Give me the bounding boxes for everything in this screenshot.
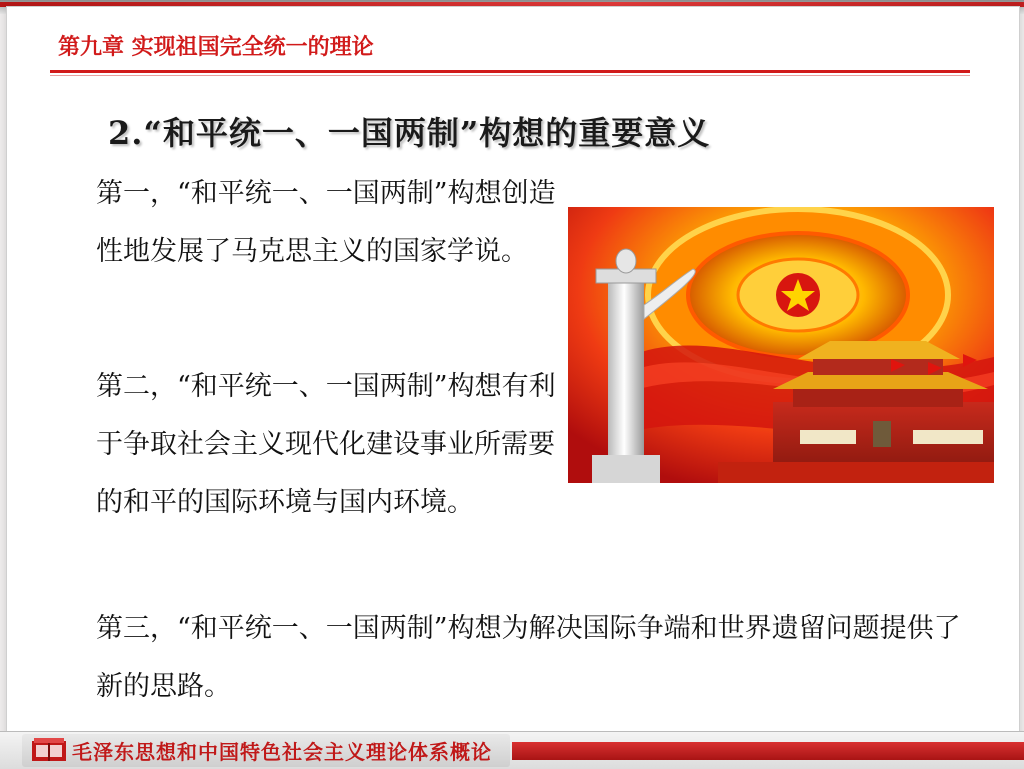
footer-red-band — [512, 742, 1024, 760]
banner-left — [800, 430, 856, 444]
chapter-title: 第九章 实现祖国完全统一的理论 — [58, 34, 374, 60]
header-divider — [50, 70, 970, 73]
paragraph-third: 第三，“和平统一、一国两制”构想为解决国际争端和世界遗留问题提供了新的思路。 — [96, 613, 961, 702]
paragraph-second: 第二，“和平统一、一国两制”构想有利于争取社会主义现代化建设事业所需要的和平的国际环境与国内环境。 — [96, 371, 556, 518]
slide-title: 2.“和平统一、一国两制”构想的重要意义 — [108, 114, 711, 152]
huabiao-beast — [616, 249, 636, 273]
header-divider-thin — [50, 75, 970, 76]
book-logo-icon — [30, 735, 68, 765]
footer-bar — [0, 731, 1024, 769]
paragraph-first: 第一，“和平统一、一国两制”构想创造性地发展了马克思主义的国家学说。 — [96, 178, 556, 267]
banner-right — [913, 430, 983, 444]
tiananmen-image — [568, 207, 994, 483]
flag-crowd — [718, 462, 994, 483]
huabiao-pedestal — [592, 455, 660, 483]
course-title: 毛泽东思想和中国特色社会主义理论体系概论 — [72, 740, 492, 764]
huabiao-column — [608, 277, 644, 483]
tiananmen-hall-upper — [813, 357, 943, 375]
portrait-frame — [873, 421, 891, 447]
